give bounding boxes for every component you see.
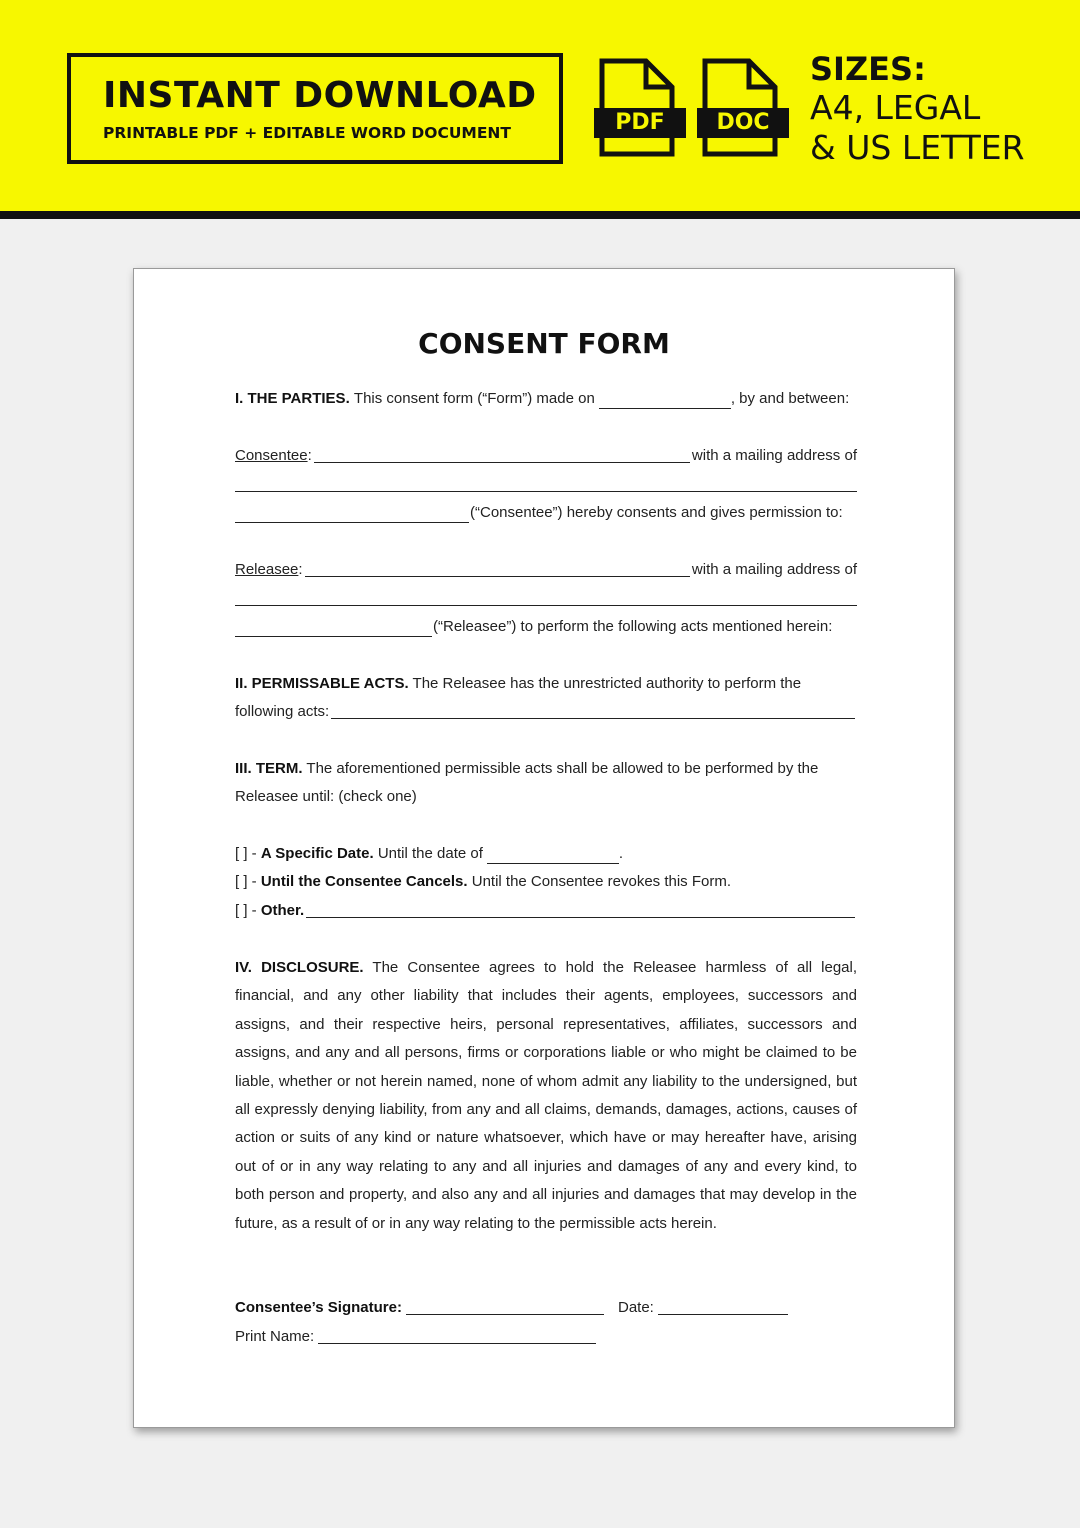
acts-heading: II. PERMISSABLE ACTS.: [235, 675, 409, 692]
banner-divider: [0, 211, 1080, 219]
releasee-address-blank-2[interactable]: [235, 622, 432, 637]
parties-line: [235, 389, 857, 409]
form-title: CONSENT FORM: [418, 327, 670, 360]
consentee-mailing-text: with a mailing address of: [691, 447, 857, 464]
option-2-label: Until the Consentee Cancels.: [260, 873, 468, 890]
option-3-label: Other.: [260, 902, 305, 919]
signature-date-blank[interactable]: [658, 1300, 788, 1315]
sizes-line-1: A4, LEGAL: [810, 88, 981, 127]
releasee-label: Releasee: [235, 561, 299, 578]
releasee-line: Releasee : with a mailing address of: [235, 561, 857, 578]
banner-subtitle: PRINTABLE PDF + EDITABLE WORD DOCUMENT: [103, 124, 511, 142]
term-option-2[interactable]: [235, 872, 857, 892]
signature-line: [235, 1298, 857, 1318]
term-option-3[interactable]: [235, 901, 857, 921]
option-1-label: A Specific Date.: [260, 845, 374, 862]
disclosure-heading: IV. DISCLOSURE.: [235, 959, 364, 976]
checkbox-other[interactable]: [ ] -: [235, 902, 257, 919]
date-label: Date:: [617, 1299, 654, 1316]
promo-banner: [0, 0, 1080, 211]
print-name-blank[interactable]: [318, 1329, 596, 1344]
disclosure-text: The Consentee agrees to hold the Releasee harmless of all legal, financial, and any other liability that includes their agents, employees, successors and assigns, and their respective heirs, personal representatives, affiliates, successors and assigns, and any and all persons, firms or corporations liable or who might be claimed to be liable, whether or not herein named, none of whom admit any liability to the undersigned, but all expressly denying liability, from any and all claims, demands, damages, actions, causes of action or suits of any kind or nature whatsoever, which have or may hereafter have, arising out of or in any way relating to any and all injuries and damages of any and every kind, to both person and property, and also any and all injuries and damages that may develop in the future, as a result of or in any way relating to the permissible acts herein.: [235, 959, 858, 1232]
doc-label: DOC: [697, 108, 789, 138]
consentee-name-blank[interactable]: [314, 448, 690, 463]
checkbox-specific-date[interactable]: [ ] -: [235, 845, 257, 862]
parties-text-after: , by and between:: [730, 390, 850, 407]
acts-line: [235, 674, 857, 694]
parties-text: This consent form (“Form”) made on: [353, 390, 595, 407]
acts-text: The Releasee has the unrestricted authority to perform the: [412, 675, 802, 692]
checkbox-consentee-cancels[interactable]: [ ] -: [235, 873, 257, 890]
consentee-address-blank-2[interactable]: [235, 508, 469, 523]
term-text-2: Releasee until: (check one): [235, 788, 417, 805]
banner-title: INSTANT DOWNLOAD: [103, 75, 537, 116]
releasee-text: (“Releasee”) to perform the following acts mentioned herein:: [433, 618, 833, 635]
consent-form-page: [133, 268, 955, 1428]
term-text: The aforementioned permissible acts shall be allowed to be performed by the: [306, 760, 819, 777]
consentee-line: Consentee : with a mailing address of: [235, 447, 857, 464]
print-name-line: [235, 1327, 857, 1347]
term-line-2: [235, 787, 857, 807]
sizes-heading: SIZES:: [810, 50, 926, 88]
term-option-1[interactable]: [ ] - A Specific Date. Until the date of .: [235, 845, 624, 862]
term-heading: III. TERM.: [235, 760, 303, 777]
acts-blank[interactable]: [331, 704, 855, 719]
signature-blank[interactable]: [406, 1300, 604, 1315]
option-1-text: Until the date of: [377, 845, 483, 862]
pdf-label: PDF: [594, 108, 686, 138]
releasee-address-line: [235, 617, 857, 637]
pdf-file-icon: [594, 58, 690, 158]
doc-file-icon: [697, 58, 793, 158]
releasee-address-blank[interactable]: [235, 593, 857, 606]
disclosure-paragraph: [235, 954, 857, 1238]
acts-line-2: [235, 702, 857, 722]
term-line: [235, 759, 857, 779]
instant-download-box: [67, 53, 563, 164]
consentee-address-blank[interactable]: [235, 479, 857, 492]
releasee-name-blank[interactable]: [305, 562, 690, 577]
option-2-text: Until the Consentee revokes this Form.: [471, 873, 732, 890]
consentee-address-line: [235, 503, 857, 523]
consentee-consent-text: (“Consentee”) hereby consents and gives permission to:: [470, 504, 843, 521]
form-date-blank[interactable]: [599, 394, 731, 409]
parties-heading: I. THE PARTIES.: [235, 390, 350, 407]
signature-label: Consentee’s Signature:: [235, 1299, 402, 1316]
sizes-line-2: & US LETTER: [810, 128, 1025, 167]
releasee-mailing-text: with a mailing address of: [691, 561, 857, 578]
specific-date-blank[interactable]: [487, 849, 619, 864]
sizes-info: [810, 50, 1025, 168]
print-name-label: Print Name:: [235, 1328, 315, 1345]
other-blank[interactable]: [306, 903, 855, 918]
acts-text-2: following acts:: [235, 703, 330, 720]
consentee-label: Consentee: [235, 447, 308, 464]
